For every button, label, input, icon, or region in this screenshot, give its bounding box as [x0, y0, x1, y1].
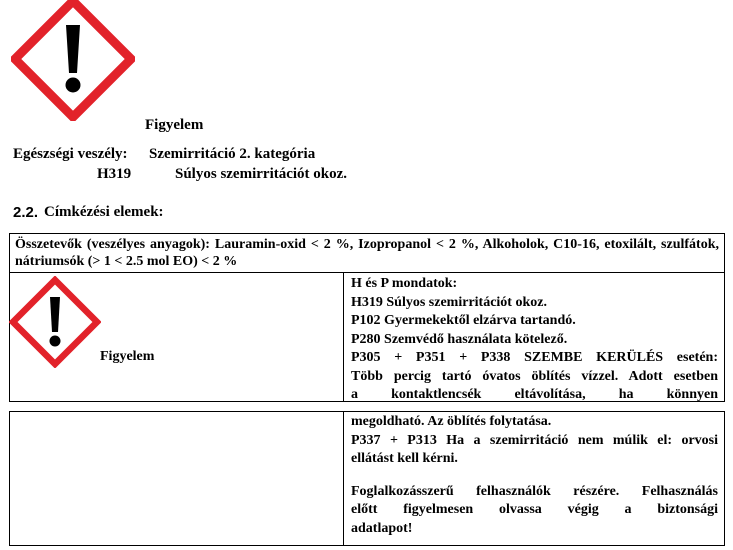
statement-line: P305 + P351 + P338 SZEMBE KERÜLÉS esetén:	[351, 350, 718, 365]
statement-line: Több percig tartó óvatos öblítés vízzel. Adott esetben	[351, 368, 718, 384]
statement-line: P102 Gyermekektől elzárva tartandó.	[351, 313, 576, 328]
statement-line: P280 Szemvédő használata kötelező.	[351, 331, 568, 347]
ghs07-exclamation-mark-icon	[9, 276, 101, 368]
hazard-code: H319	[97, 166, 132, 182]
statement-line: előtt figyelmesen olvassa végig a biztonsági	[351, 502, 718, 517]
hazard-label: Egészségi veszély:	[13, 146, 128, 162]
hazard-statement: Súlyos szemirritációt okoz.	[175, 166, 348, 182]
section-number: 2.2.	[13, 204, 39, 221]
statement-line: Foglalkozásszerű felhasználók részére. Felhasználás	[351, 483, 718, 499]
statement-line: adatlapot!	[351, 520, 413, 536]
statement-line: megoldható. Az öblítés folytatása.	[351, 414, 552, 429]
statement-line: P337 + P313 Ha a szemirritáció nem múlik el: orvosi	[351, 432, 718, 448]
spacer	[351, 469, 718, 483]
statement-line: ellátást kell kérni.	[351, 451, 458, 466]
statement-line: a kontaktlencsék eltávolítása, ha könnyen	[351, 387, 718, 402]
statements-cell	[343, 272, 725, 402]
statements-heading: H és P mondatok:	[351, 276, 458, 291]
ingredients-text: Összetevők (veszélyes anyagok): Lauramin-oxid < 2 %, Izopropanol < 2 %, Alkoholok, C10-16, etoxilált, szulfátok, nátriumsók (> 1 < 2.5 mol EO) < 2 %	[15, 237, 719, 269]
empty-cell	[9, 411, 344, 546]
ingredients-cell	[9, 233, 725, 273]
ghs07-exclamation-mark-icon	[11, 0, 135, 121]
section-title: Címkézési elemek:	[44, 204, 164, 220]
hazard-value: Szemirritáció 2. kategória	[149, 146, 316, 162]
statement-line: H319 Súlyos szemirritációt okoz.	[351, 294, 547, 310]
table-signal-word: Figyelem	[100, 349, 155, 364]
signal-word: Figyelem	[145, 117, 204, 133]
statements-continued-cell	[343, 411, 725, 546]
